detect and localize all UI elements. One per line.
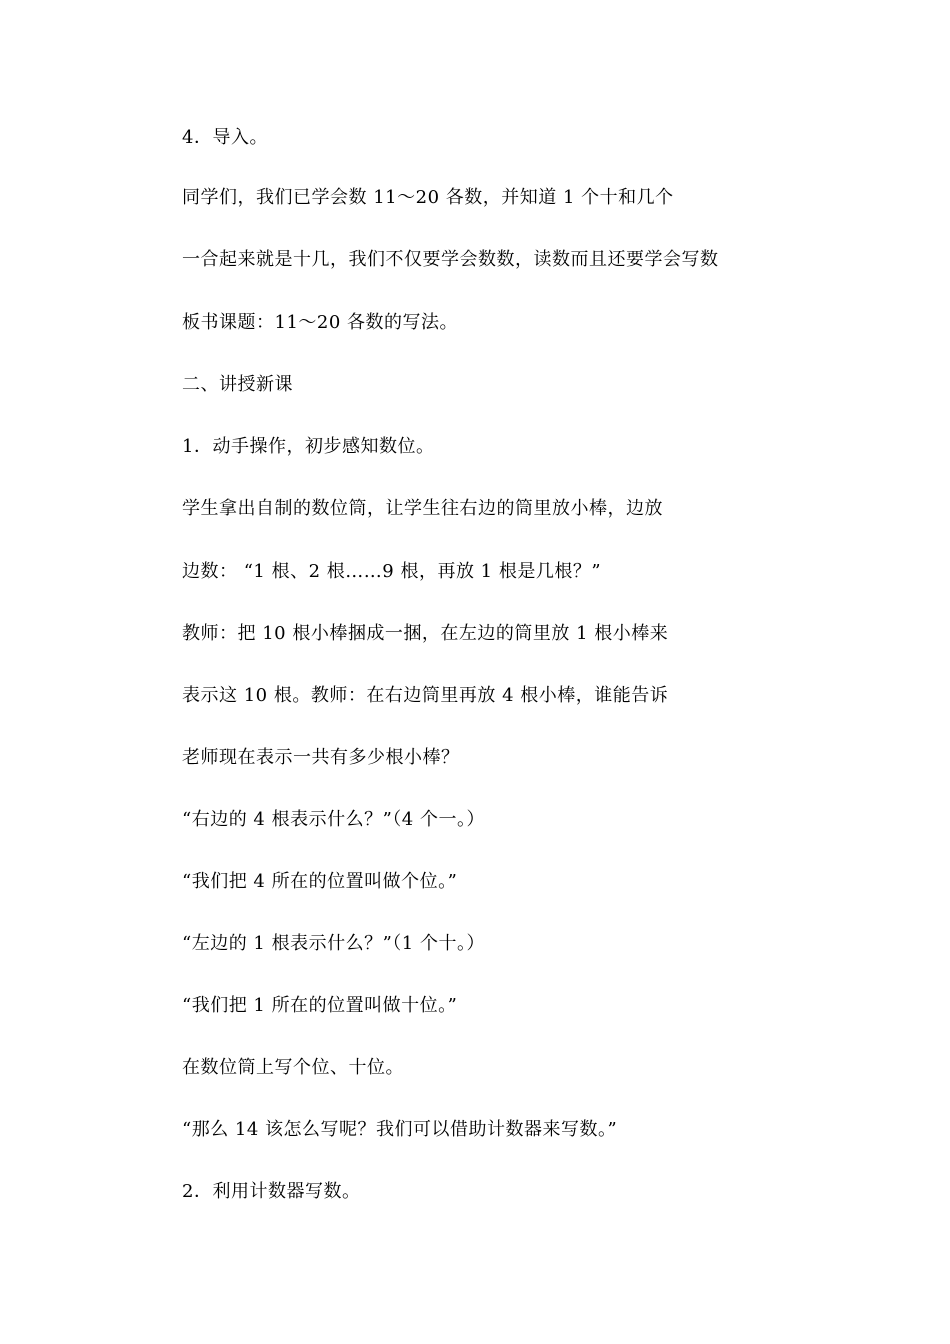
text-line: 学生拿出自制的数位筒，让学生往右边的筒里放小棒，边放: [182, 498, 663, 519]
text-line: “我们把 4 所在的位置叫做个位。”: [182, 871, 458, 892]
text-line: “我们把 1 所在的位置叫做十位。”: [182, 995, 458, 1016]
text-line: “那么 14 该怎么写呢？我们可以借助计数器来写数。”: [182, 1119, 618, 1140]
text-line: 板书课题：11～20 各数的写法。: [182, 312, 459, 333]
section-heading: 二、讲授新课: [182, 374, 293, 395]
text-line: 2．利用计数器写数。: [182, 1181, 361, 1202]
text-line: 1．动手操作，初步感知数位。: [182, 436, 435, 457]
text-line: 4．导入。: [182, 127, 268, 148]
text-line: “左边的 1 根表示什么？”（1 个十。）: [182, 933, 485, 954]
text-line: 一合起来就是十几，我们不仅要学会数数，读数而且还要学会写数: [182, 249, 719, 270]
text-line: “右边的 4 根表示什么？”（4 个一。）: [182, 809, 485, 830]
text-line: 在数位筒上写个位、十位。: [182, 1057, 404, 1078]
text-line: 表示这 10 根。教师：在右边筒里再放 4 根小棒，谁能告诉: [182, 685, 669, 706]
text-line: 边数： “1 根、2 根……9 根，再放 1 根是几根？”: [182, 561, 602, 582]
text-line: 老师现在表示一共有多少根小棒？: [182, 747, 460, 768]
text-line: 同学们，我们已学会数 11～20 各数，并知道 1 个十和几个: [182, 187, 674, 208]
text-line: 教师：把 10 根小棒捆成一捆，在左边的筒里放 1 根小棒来: [182, 623, 669, 644]
